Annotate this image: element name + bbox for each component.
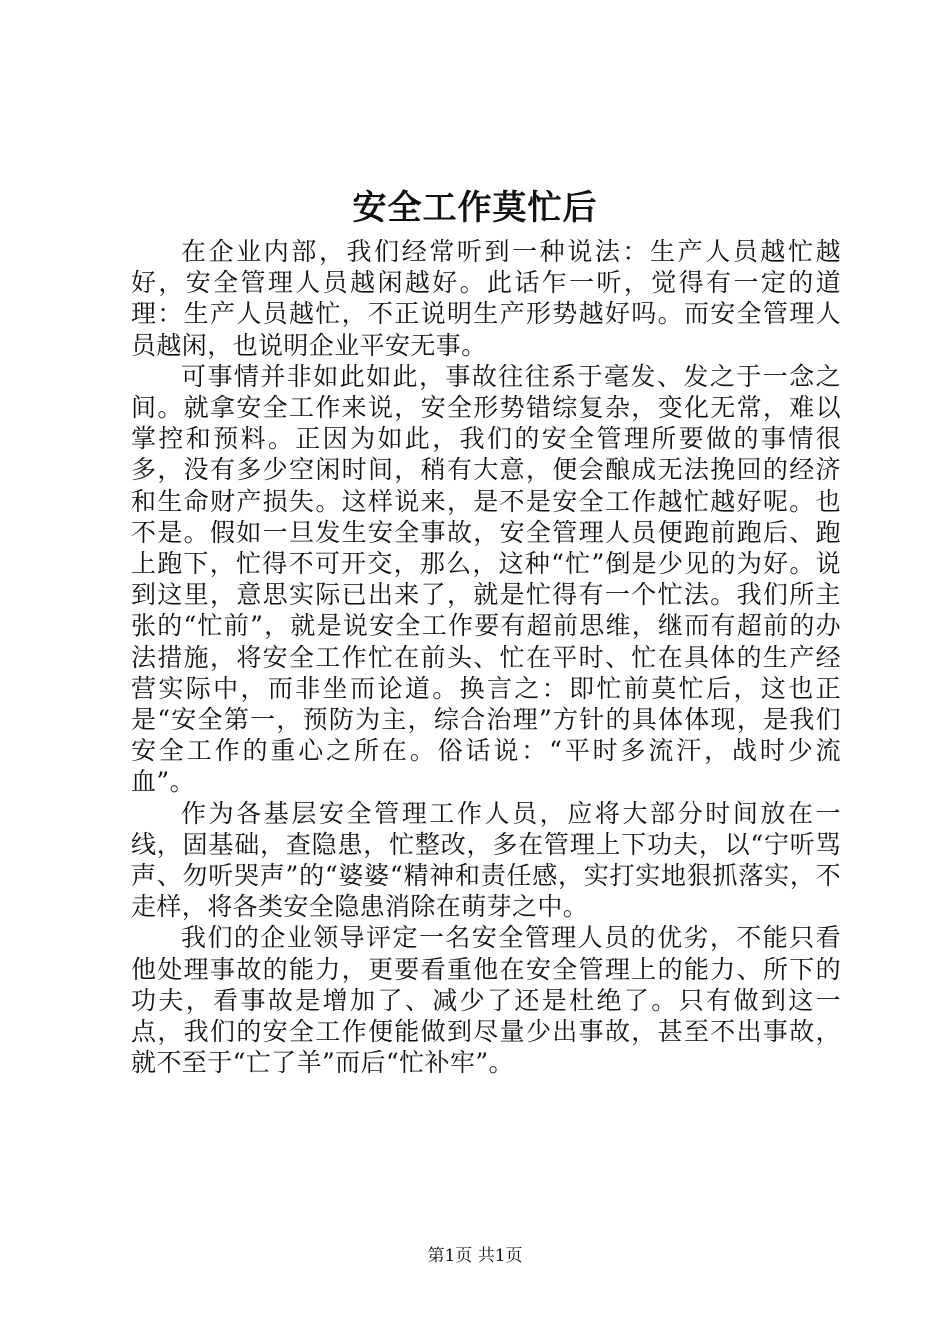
paragraph-1: 在企业内部，我们经常听到一种说法：生产人员越忙越好，安全管理人员越闲越好。此话乍一听，觉得有一定的道理：生产人员越忙，不正说明生产形势越好吗。而安全管理人员越闲，也说明企业平安无事。 [131,237,841,360]
document-title: 安全工作莫忙后 [352,188,598,228]
paragraph-4: 我们的企业领导评定一名安全管理人员的优劣，不能只看他处理事故的能力，更要看重他在安全管理上的能力、所下的功夫，看事故是增加了、减少了还是杜绝了。只有做到这一点，我们的安全工作便能做到尽量少出事故，甚至不出事故，就不至于“亡了羊”而后“忙补牢”。 [131,923,841,1078]
page-footer: 第1页 共1页 [427,1246,523,1266]
document-body [131,236,841,1078]
paragraph-3: 作为各基层安全管理工作人员，应将大部分时间放在一线，固基础，查隐患，忙整改，多在管理上下功夫，以“宁听骂声、勿听哭声”的“婆婆“精神和责任感，实打实地狠抓落实，不走样，将各类安全隐患消除在萌芽之中。 [131,798,841,922]
paragraph-2: 可事情并非如此如此，事故往往系于毫发、发之于一念之间。就拿安全工作来说，安全形势错综复杂，变化无常，难以掌控和预料。正因为如此，我们的安全管理所要做的事情很多，没有多少空闲时间，稍有大意，便会酿成无法挽回的经济和生命财产损失。这样说来，是不是安全工作越忙越好呢。也不是。假如一旦发生安全事故，安全管理人员便跑前跑后、跑上跑下，忙得不可开交，那么，这种“忙”倒是少见的为好。说到这里，意思实际已出来了，就是忙得有一个忙法。我们所主张的“忙前”，就是说安全工作要有超前思维，继而有超前的办法措施，将安全工作忙在前头、忙在平时、忙在具体的生产经营实际中，而非坐而论道。换言之：即忙前莫忙后，这也正是“安全第一，预防为主，综合治理”方针的具体体现，是我们安全工作的重心之所在。俗话说：“平时多流汗，战时少流血”。 [131,361,841,797]
